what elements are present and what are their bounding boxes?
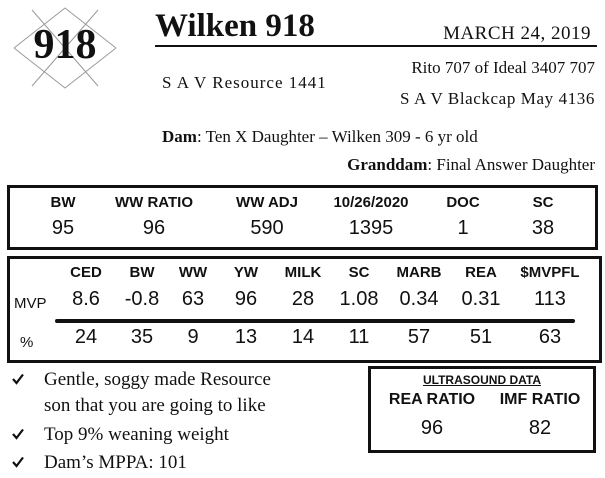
rea-ratio-label: REA RATIO [388,391,476,408]
epd-header: CED [70,264,102,281]
epd-header: MARB [396,264,442,281]
weights-header: 10/26/2020 [333,194,409,211]
ultrasound-title: ULTRASOUND DATA [423,373,541,387]
note-text: Top 9% weaning weight [44,424,229,445]
maternal-grandsire: S A V Blackcap May 4136 [400,89,595,108]
granddam-line [347,155,595,175]
check-icon [12,456,24,468]
mvp-row-label: MVP [14,295,47,312]
epd-col-yw [217,259,275,349]
dam-line [162,127,478,147]
note-text: Dam’s MPPA: 101 [44,452,187,473]
epd-mvp-value: 8.6 [72,288,100,310]
epd-percentile-value: 57 [407,326,431,348]
epd-header: SC [348,264,370,281]
epd-percentile-value: 14 [291,326,315,348]
weights-col-bw [30,188,96,240]
weights-value: 1395 [348,217,394,239]
percentile-row-label: % [20,334,34,351]
epd-mvp-value: 96 [234,288,258,310]
lot-number: 918 [33,22,97,68]
epd-col-milk [274,259,332,349]
epd-mvp-value: 0.34 [399,288,439,310]
epd-table [7,256,602,363]
note-text-continued: son that you are going to like [44,395,266,416]
sire: S A V Resource 1441 [162,73,327,92]
weights-header: BW [50,194,76,211]
epd-percentile-value: 13 [234,326,258,348]
weights-col-sc [510,188,576,240]
header-divider [155,45,597,47]
epd-percentile-value: 24 [74,326,98,348]
weights-value: 95 [51,217,75,239]
sire-sire: Rito 707 of Ideal 3407 707 [411,58,595,77]
check-icon [12,428,24,440]
ultrasound-imf [485,390,595,440]
epd-mvp-value: 28 [291,288,315,310]
epd-mvp-value: -0.8 [124,288,160,310]
weights-value: 38 [531,217,555,239]
weights-col-doc [430,188,496,240]
weights-value: 590 [250,217,284,239]
epd-col-ww [164,259,222,349]
epd-col-ced [57,259,115,349]
epd-percentile-value: 63 [538,326,562,348]
dam-label: Dam [162,127,197,146]
epd-mvp-value: 1.08 [339,288,379,310]
weights-header: DOC [446,194,480,211]
epd-mvp-value: 0.31 [461,288,501,310]
epd-header: $MVPFL [520,264,580,281]
epd-percentile-value: 11 [348,326,370,348]
imf-ratio-value: 82 [528,417,552,439]
epd-mvp-value: 113 [534,288,566,310]
dam-value: : Ten X Daughter – Wilken 309 - 6 yr old [196,127,478,146]
epd-percentile-value: 51 [469,326,493,348]
weights-table [7,185,598,250]
epd-header: WW [178,264,208,281]
weights-col-ww-adj [220,188,314,240]
weights-col-ww-ratio [104,188,204,240]
epd-header: REA [465,264,497,281]
note-text: Gentle, soggy made Resource [44,369,271,390]
bull-name: Wilken 918 [155,8,315,44]
weights-col-date [316,188,426,240]
ultrasound-rea [377,390,487,440]
imf-ratio-label: IMF RATIO [499,391,581,408]
epd-header: YW [233,264,259,281]
epd-header: MILK [284,264,322,281]
rea-ratio-value: 96 [420,417,444,439]
weights-header: SC [532,194,554,211]
check-icon [12,373,24,385]
epd-percentile-value: 9 [187,326,199,348]
epd-header: BW [129,264,155,281]
epd-col-marb [390,259,448,349]
granddam-label: Granddam [347,155,428,174]
weights-value: 1 [457,217,469,239]
epd-percentile-value: 35 [130,326,154,348]
epd-col-sc [330,259,388,349]
ultrasound-box [368,366,596,453]
epd-col-rea [452,259,510,349]
epd-col-mvpfl [512,259,588,349]
granddam-value: : Final Answer Daughter [427,155,595,174]
epd-col-bw [113,259,171,349]
epd-mvp-value: 63 [181,288,205,310]
weights-value: 96 [142,217,166,239]
weights-header: WW RATIO [114,194,194,211]
sale-date: MARCH 24, 2019 [443,23,591,44]
weights-header: WW ADJ [236,194,298,211]
